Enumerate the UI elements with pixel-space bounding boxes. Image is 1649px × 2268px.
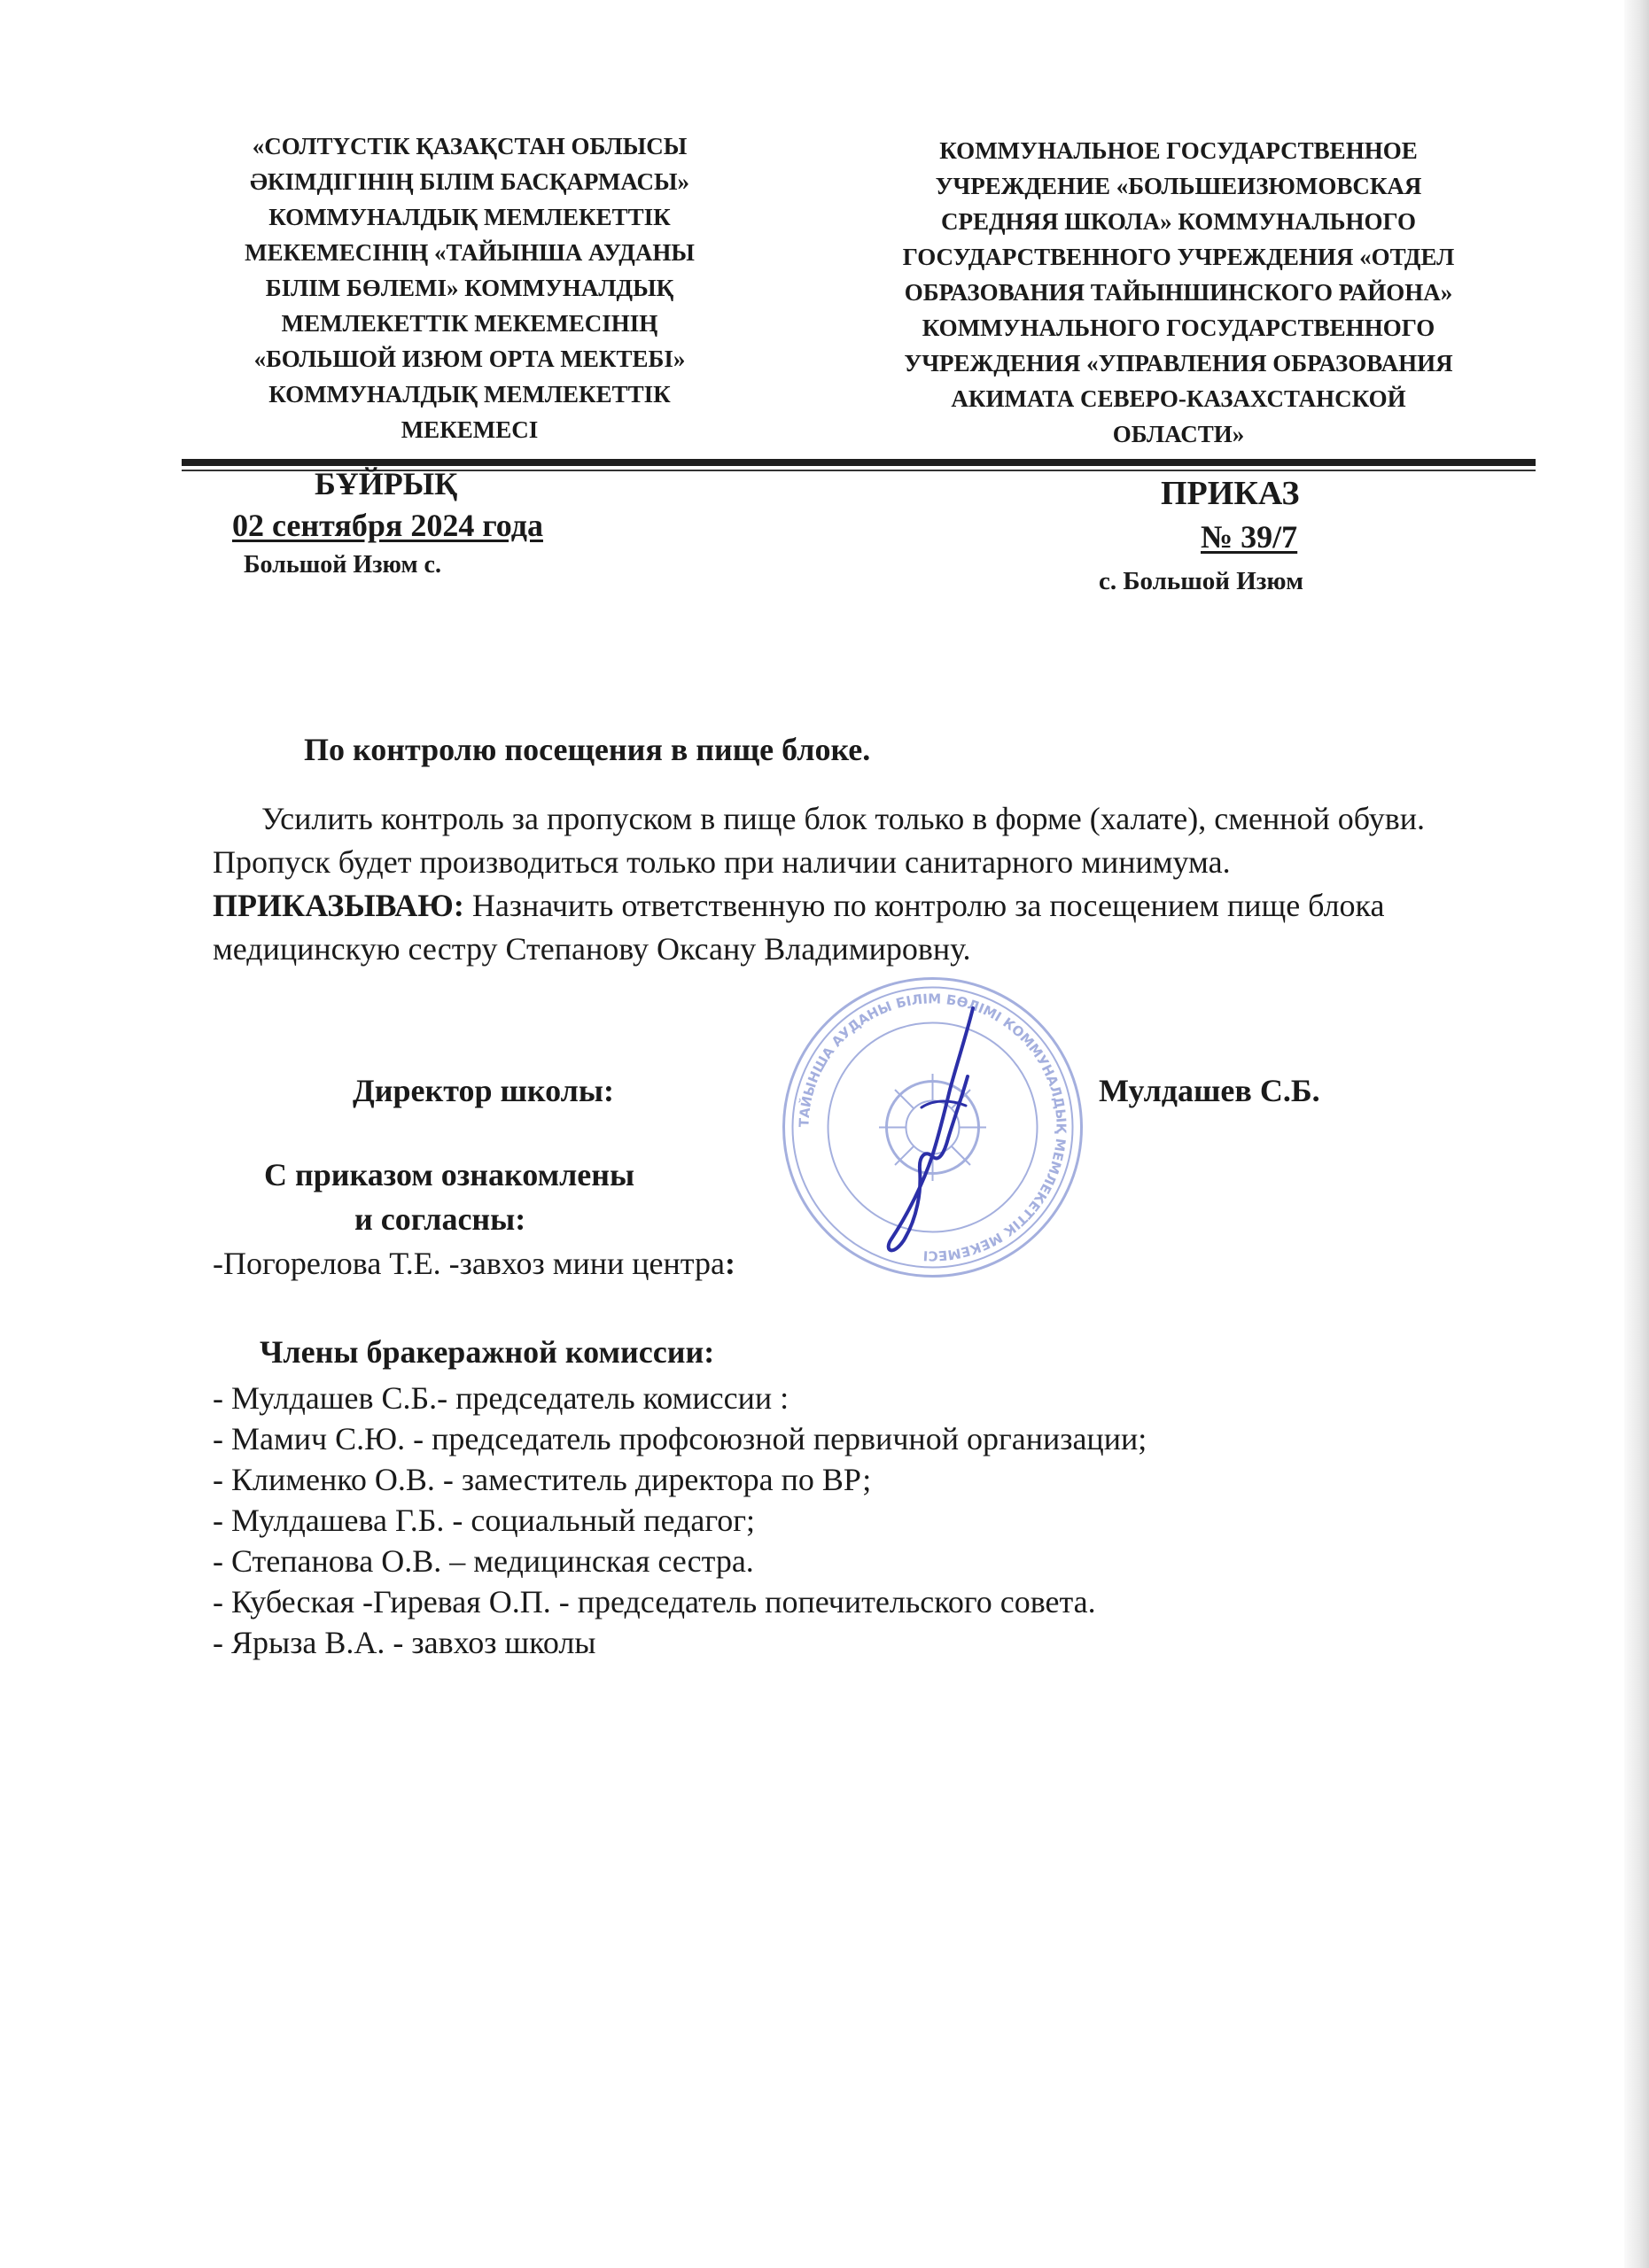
header-russian-line: ГОСУДАРСТВЕННОГО УЧРЕЖДЕНИЯ «ОТДЕЛ — [902, 244, 1455, 270]
order-title-kazakh: БҰЙРЫҚ — [315, 466, 458, 501]
order-directive-text: Назначить ответственную по контролю за посещением пище блока медицинскую сестру Степанову Оксану Владимировну. — [213, 888, 1385, 967]
header-russian-line: ОБЛАСТИ» — [1112, 421, 1245, 447]
order-subject: По контролю посещения в пище блоке. — [304, 732, 871, 767]
header-kazakh-line: КОММУНАЛДЫҚ МЕМЛЕКЕТТІК — [268, 381, 671, 408]
header-russian-line: КОММУНАЛЬНОГО ГОСУДАРСТВЕННОГО — [922, 315, 1435, 341]
acknowledgement-line2: и согласны: — [354, 1201, 526, 1237]
order-title-russian: ПРИКАЗ — [1161, 475, 1300, 512]
header-kazakh-line: «БОЛЬШОЙ ИЗЮМ ОРТА МЕКТЕБІ» — [253, 346, 686, 372]
order-directive-label: ПРИКАЗЫВАЮ: — [213, 888, 464, 923]
scan-edge — [1624, 0, 1649, 2268]
header-kazakh-line: «СОЛТҮСТІК ҚАЗАҚСТАН ОБЛЫСЫ — [252, 133, 688, 159]
commission-member: - Кубеская -Гиревая О.П. - председатель попечительского совета. — [213, 1584, 1096, 1619]
commission-members — [213, 1378, 1147, 1663]
order-place-right: с. Большой Изюм — [1099, 567, 1303, 595]
header-russian-line: АКИМАТА СЕВЕРО-КАЗАХСТАНСКОЙ — [951, 385, 1406, 412]
order-directive — [213, 884, 1524, 971]
commission-member: - Степанова О.В. – медицинская сестра. — [213, 1543, 754, 1579]
header-russian-line: УЧРЕЖДЕНИЯ «УПРАВЛЕНИЯ ОБРАЗОВАНИЯ — [904, 350, 1453, 377]
header-kazakh-line: КОММУНАЛДЫҚ МЕМЛЕКЕТТІК — [268, 204, 671, 230]
commission-member: - Мамич С.Ю. - председатель профсоюзной первичной организации; — [213, 1421, 1147, 1456]
header-kazakh-line: БІЛІМ БӨЛЕМІ» КОММУНАЛДЫҚ — [265, 275, 674, 301]
header-russian-line: КОММУНАЛЬНОЕ ГОСУДАРСТВЕННОЕ — [939, 137, 1418, 164]
acknowledgement-person-name: -Погорелова Т.Е. -завхоз мини центра — [213, 1246, 725, 1281]
header-kazakh — [191, 128, 749, 447]
header-russian-line: УЧРЕЖДЕНИЕ «БОЛЬШЕИЗЮМОВСКАЯ — [935, 173, 1422, 199]
commission-member: - Мулдашева Г.Б. - социальный педагог; — [213, 1503, 755, 1538]
acknowledgement-person — [213, 1245, 735, 1282]
header-kazakh-line: МЕКЕМЕСІ — [401, 416, 539, 443]
order-place-left: Большой Изюм с. — [244, 551, 441, 579]
body-paragraph: Усилить контроль за пропуском в пище блок только в форме (халате), сменной обуви. Пропуск будет производиться только при наличии санитарного минимума. — [213, 801, 1425, 880]
commission-member: - Ярыза В.А. - завхоз школы — [213, 1625, 596, 1660]
header-russian — [833, 133, 1524, 452]
header-russian-line: ОБРАЗОВАНИЯ ТАЙЫНШИНСКОГО РАЙОНА» — [904, 279, 1453, 306]
stamp-ring-text: ТАЙЫНША АУДАНЫ БІЛІМ БӨЛІМІ КОММУНАЛДЫҚ МЕМЛЕКЕТТІК МЕКЕМЕСІ — [796, 990, 1070, 1264]
commission-member: - Клименко О.В. - заместитель директора по ВР; — [213, 1462, 872, 1497]
director-title: Директор школы: — [353, 1073, 614, 1108]
order-date: 02 сентября 2024 года — [232, 508, 543, 543]
director-name: Мулдашев С.Б. — [1099, 1073, 1320, 1108]
header-russian-line: СРЕДНЯЯ ШКОЛА» КОММУНАЛЬНОГО — [940, 208, 1417, 235]
header-kazakh-line: МЕМЛЕКЕТТІК МЕКЕМЕСІНІҢ — [281, 310, 658, 337]
director-signature — [868, 1001, 1001, 1267]
order-body — [213, 797, 1524, 971]
commission-title: Члены бракеражной комиссии: — [260, 1334, 715, 1370]
acknowledgement-person-colon: : — [724, 1246, 735, 1281]
order-number: № 39/7 — [1201, 519, 1298, 555]
header-kazakh-line: ӘКІМДІГІНІҢ БІЛІМ БАСҚАРМАСЫ» — [249, 168, 690, 195]
acknowledgement-line1: С приказом ознакомлены — [264, 1157, 635, 1192]
header-kazakh-line: МЕКЕМЕСІНІҢ «ТАЙЫНША АУДАНЫ — [245, 239, 695, 266]
commission-member: - Мулдашев С.Б.- председатель комиссии : — [213, 1380, 789, 1416]
